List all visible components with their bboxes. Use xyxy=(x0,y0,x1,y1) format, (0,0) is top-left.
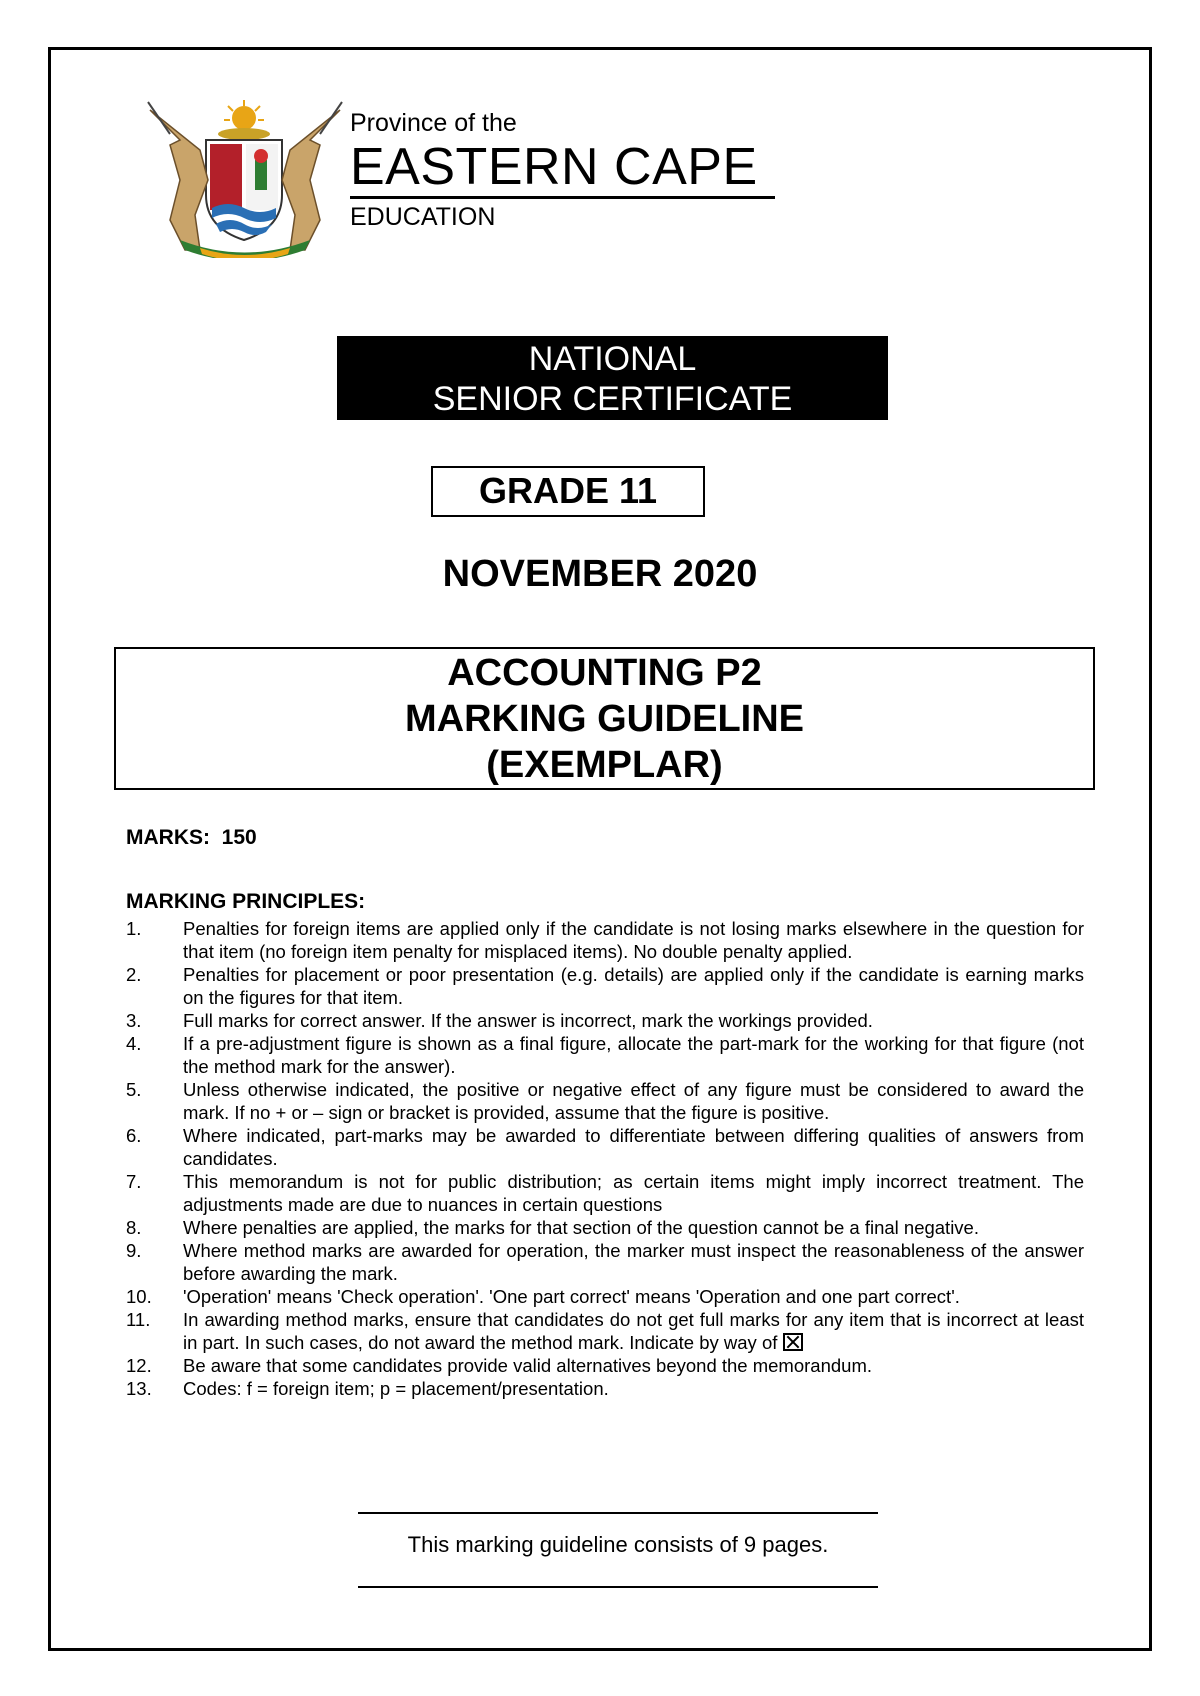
principle-item: 8. Where penalties are applied, the marks for that section of the question cannot be a final negative. xyxy=(126,1217,979,1238)
marking-principles-heading: MARKING PRINCIPLES: xyxy=(126,890,366,913)
logo-eastern-cape-text: EASTERN CAPE xyxy=(350,138,758,196)
page-count-note: This marking guideline consists of 9 pages. xyxy=(407,1532,829,1557)
exam-date: NOVEMBER 2020 xyxy=(442,553,758,595)
paper-title-line-2: MARKING GUIDELINE xyxy=(405,698,804,740)
principle-item: 7. This memorandum is not for public distribution; as certain items might imply incorrect treatment. The adjustments made are due to nuances in certain questions xyxy=(126,1171,1084,1215)
principle-item: 5. Unless otherwise indicated, the positive or negative effect of any figure must be considered to award the mark. If no + or – sign or bracket is provided, assume that the figure is positive. xyxy=(126,1079,1084,1123)
principle-item: 4. If a pre-adjustment figure is shown as a final figure, allocate the part-mark for the working for that figure (not the method mark for the answer). xyxy=(126,1033,1084,1077)
footer-bottom-rule xyxy=(358,1586,878,1588)
principle-item: 13. Codes: f = foreign item; p = placement/presentation. xyxy=(126,1378,609,1399)
principle-item: 9. Where method marks are awarded for operation, the marker must inspect the reasonableness of the answer before awarding the mark. xyxy=(126,1240,1084,1284)
nsc-line-2: SENIOR CERTIFICATE xyxy=(432,380,793,418)
nsc-line-1: NATIONAL xyxy=(528,340,697,378)
principle-item: 1. Penalties for foreign items are applied only if the candidate is not losing marks elsewhere in the question for that item (no foreign item penalty for misplaced items). No double penalty applied. xyxy=(126,918,1084,962)
nsc-banner xyxy=(337,336,888,420)
principle-item: 11. In awarding method marks, ensure that candidates do not get full marks for any item that is incorrect at least in part. In such cases, do not award the method mark. Indicate by way of xyxy=(126,1309,1084,1353)
principle-item: 10. 'Operation' means 'Check operation'. 'One part correct' means 'Operation and one part correct'. xyxy=(126,1286,960,1307)
principle-item: 2. Penalties for placement or poor presentation (e.g. details) are applied only if the candidate is earning marks on the figures for that item. xyxy=(126,964,1084,1008)
footer-top-rule xyxy=(358,1512,878,1514)
paper-title-line-3: (EXEMPLAR) xyxy=(486,744,723,786)
principle-item: 12. Be aware that some candidates provide valid alternatives beyond the memorandum. xyxy=(126,1355,872,1376)
logo-province-text: Province of the xyxy=(350,109,517,137)
logo-education-text: EDUCATION xyxy=(350,203,496,231)
marking-principles-list xyxy=(126,917,1084,1400)
paper-title-box xyxy=(114,647,1095,790)
grade-box: GRADE 11 xyxy=(431,466,705,517)
total-marks: MARKS: 150 xyxy=(126,826,257,849)
paper-title-line-1: ACCOUNTING P2 xyxy=(447,652,762,694)
principle-item: 3. Full marks for correct answer. If the answer is incorrect, mark the workings provided. xyxy=(126,1010,873,1031)
logo xyxy=(140,100,790,260)
principle-item: 6. Where indicated, part-marks may be awarded to differentiate between differing qualities of answers from candidates. xyxy=(126,1125,1084,1169)
coat-of-arms-icon xyxy=(140,100,350,258)
principle-11-text: In awarding method marks, ensure that candidates do not get full marks for any item that is incorrect at least in part. In such cases, do not award the method mark. Indicate by way of xyxy=(183,1309,1084,1353)
crossed-box-icon xyxy=(783,1333,803,1351)
logo-divider xyxy=(350,196,775,199)
